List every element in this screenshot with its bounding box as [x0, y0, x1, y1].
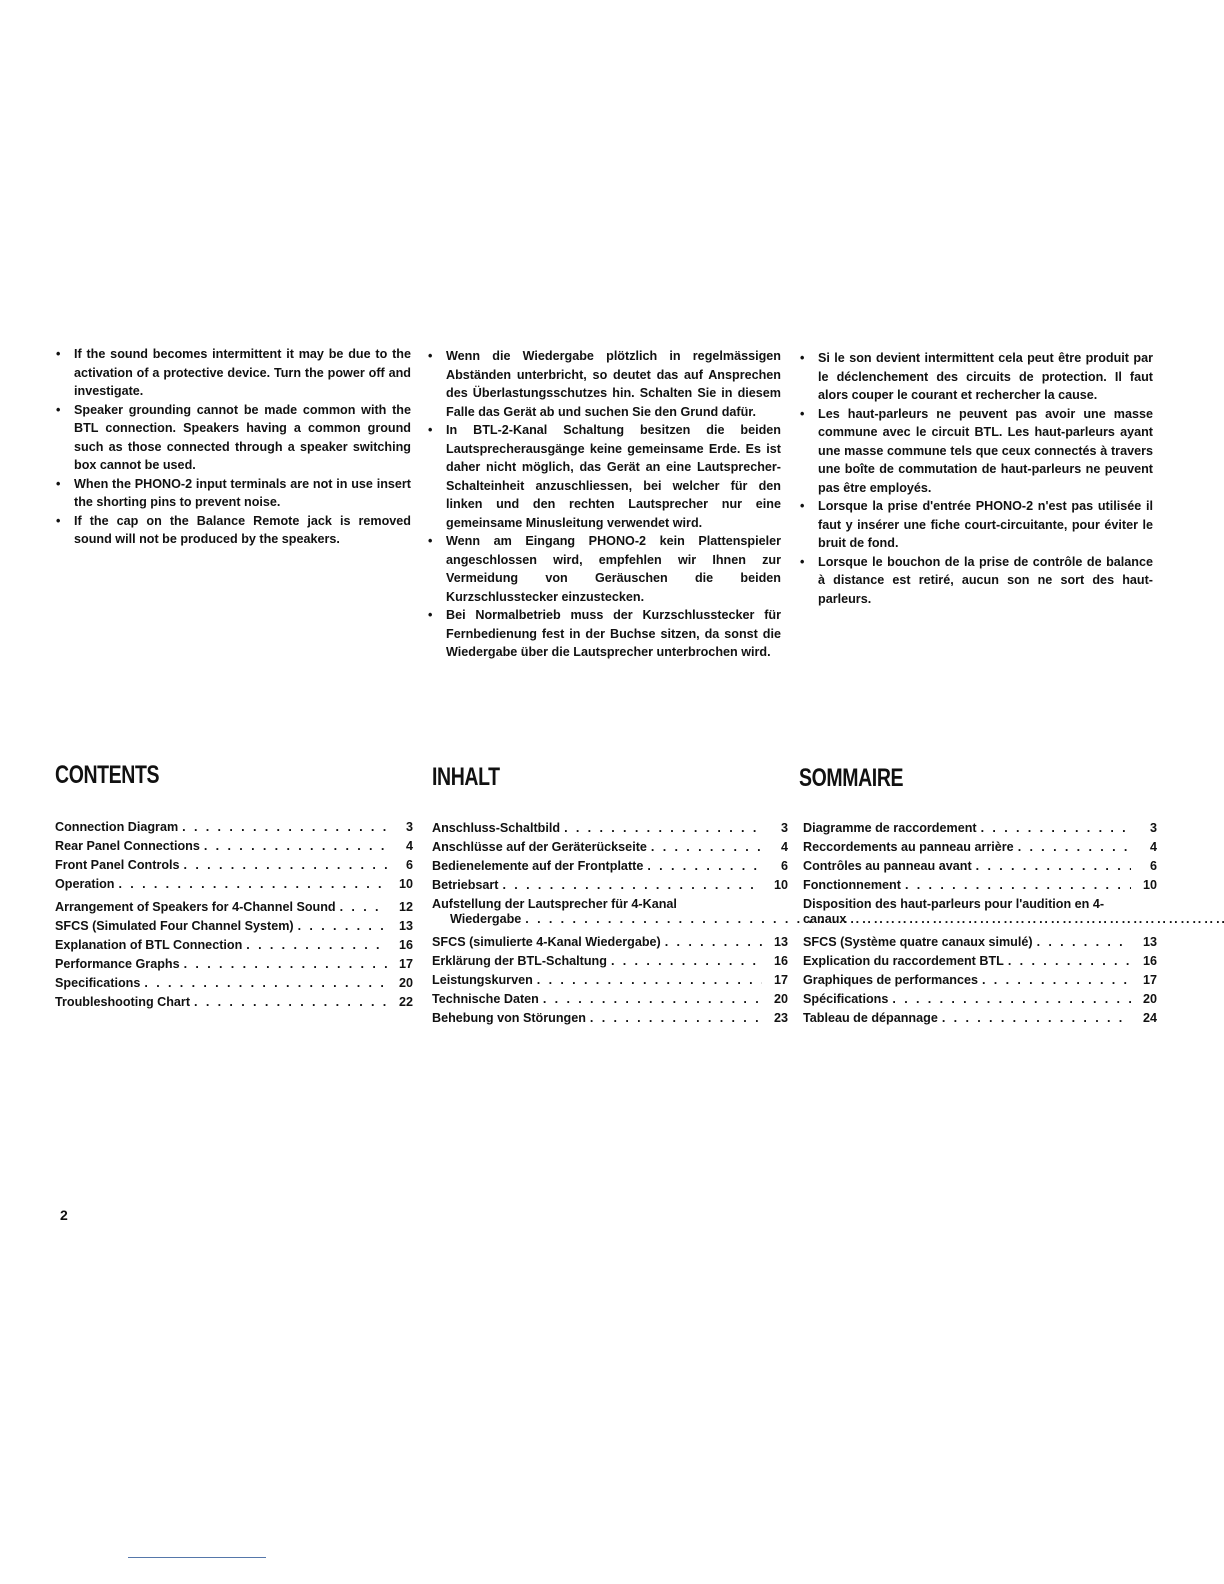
toc-entry-page: 17 — [1142, 973, 1157, 987]
toc-entry-page: 3 — [780, 821, 788, 835]
toc-entry-title: Betriebsart — [432, 878, 499, 892]
toc-entry — [55, 820, 413, 839]
leader-dots — [184, 858, 387, 872]
note-item: • When the PHONO-2 input terminals are not in use insert the shorting pins to prevent noise. — [56, 475, 411, 512]
toc-entry-page: 17 — [398, 957, 413, 971]
toc-entry — [803, 935, 1157, 954]
note-item: • Lorsque le bouchon de la prise de contrôle de balance à distance est retiré, aucun son ne sort des haut-parleurs. — [800, 553, 1153, 609]
toc-entry-title: Diagramme de raccordement — [803, 821, 977, 835]
leader-dots — [905, 878, 1131, 892]
toc-entry — [803, 840, 1157, 859]
leader-dots — [976, 859, 1131, 873]
leader-dots — [204, 839, 387, 853]
toc-entry — [55, 919, 413, 938]
toc-entry-page: 20 — [398, 976, 413, 990]
leader-dots — [182, 820, 387, 834]
toc-entry — [432, 840, 788, 859]
toc-english — [55, 820, 413, 1014]
notes-french — [800, 349, 1153, 608]
note-item: • If the sound becomes intermittent it may be due to the activation of a protective device. Turn the power off and investigate. — [56, 345, 411, 401]
note-item: • Wenn am Eingang PHONO-2 kein Plattenspieler angeschlossen wird, empfehlen wir Ihnen zur Vermeidung von Geräuschen die beiden Kurzschlusstecker einzustecken. — [428, 532, 781, 606]
toc-entry — [432, 1011, 788, 1030]
toc-entry — [55, 957, 413, 976]
toc-entry-page: 4 — [1149, 840, 1157, 854]
leader-dots — [981, 821, 1131, 835]
toc-entry — [432, 992, 788, 1011]
toc-entry-title: Reccordements au panneau arrière — [803, 840, 1014, 854]
toc-entry-title: Operation — [55, 877, 115, 891]
toc-entry-title-continued: canaux — [803, 912, 847, 926]
leader-dots — [1008, 954, 1131, 968]
toc-entry — [803, 992, 1157, 1011]
toc-entry-title: Arrangement of Speakers for 4-Channel Sound — [55, 900, 336, 914]
toc-entry — [803, 878, 1157, 897]
toc-entry-page: 10 — [773, 878, 788, 892]
leader-dots — [611, 954, 762, 968]
toc-entry — [432, 821, 788, 840]
toc-entry-title: Technische Daten — [432, 992, 539, 1006]
toc-entry-page: 3 — [1149, 821, 1157, 835]
leader-dots — [118, 877, 387, 891]
toc-entry-title: Rear Panel Connections — [55, 839, 200, 853]
toc-entry-title: Explication du raccordement BTL — [803, 954, 1004, 968]
toc-entry-page: 24 — [1142, 1011, 1157, 1025]
toc-entry-title: Anschluss-Schaltbild — [432, 821, 561, 835]
toc-entry — [803, 973, 1157, 992]
toc-entry — [432, 935, 788, 954]
page-number: 2 — [60, 1207, 68, 1223]
note-item: • Speaker grounding cannot be made common with the BTL connection. Speakers having a common ground such as those connected through a speaker switching box cannot be used. — [56, 401, 411, 475]
leader-dots — [850, 912, 1224, 926]
toc-entry-page: 13 — [398, 919, 413, 933]
toc-entry — [803, 859, 1157, 878]
note-item: • In BTL-2-Kanal Schaltung besitzen die beiden Lautsprecherausgänge keine gemeinsame Erde. Es ist daher nicht möglich, das Gerät an eine Lautsprecher-Schalteinheit anzuschliessen, bei welcher für den linken und den rechten Lautsprecher nur eine gemeinsame Minusleitung verwendet wird. — [428, 421, 781, 532]
toc-entry-title: Specifications — [55, 976, 141, 990]
toc-entry-title: Tableau de dépannage — [803, 1011, 938, 1025]
toc-entry-page: 4 — [780, 840, 788, 854]
toc-entry-page: 16 — [773, 954, 788, 968]
toc-entry — [803, 1011, 1157, 1030]
toc-german — [432, 821, 788, 1030]
toc-entry-page: 13 — [1142, 935, 1157, 949]
toc-entry-page: 16 — [398, 938, 413, 952]
toc-entry-title: Graphiques de performances — [803, 973, 978, 987]
toc-entry — [55, 995, 413, 1014]
note-item: • Wenn die Wiedergabe plötzlich in regelmässigen Abständen unterbricht, so deutet das auf Ansprechen des Überlastungsschutzes hin. Schalten Sie in diesem Falle das Gerät ab und suchen Sie den Grund dafür. — [428, 347, 781, 421]
toc-entry — [55, 839, 413, 858]
leader-dots — [651, 840, 762, 854]
toc-entry — [432, 859, 788, 878]
leader-dots — [503, 878, 763, 892]
leader-dots — [246, 938, 387, 952]
toc-french — [803, 821, 1157, 1030]
toc-entry-page: 4 — [405, 839, 413, 853]
contents-heading-french: SOMMAIRE — [799, 764, 904, 792]
contents-heading-german: INHALT — [432, 763, 500, 791]
toc-entry-title: Connection Diagram — [55, 820, 179, 834]
toc-entry-page: 13 — [773, 935, 788, 949]
toc-entry-page: 20 — [773, 992, 788, 1006]
toc-entry-title: Contrôles au panneau avant — [803, 859, 972, 873]
toc-entry-title: Disposition des haut-parleurs pour l'audition en 4- — [803, 897, 1105, 911]
contents-heading-english: CONTENTS — [55, 761, 160, 789]
toc-entry — [55, 858, 413, 877]
note-item: • Bei Normalbetrieb muss der Kurzschlusstecker für Fernbedienung fest in der Buchse sitzen, da sonst die Wiedergabe über die Lautsprecher unterbrochen wird. — [428, 606, 781, 662]
toc-entry-page: 22 — [398, 995, 413, 1009]
toc-entry — [55, 900, 413, 919]
toc-entry-page: 20 — [1142, 992, 1157, 1006]
leader-dots — [184, 957, 387, 971]
leader-dots — [340, 900, 387, 914]
toc-entry-title: Explanation of BTL Connection — [55, 938, 243, 952]
leader-dots — [982, 973, 1131, 987]
footer-rule — [128, 1557, 266, 1558]
leader-dots — [590, 1011, 762, 1025]
note-item: • Si le son devient intermittent cela peut être produit par le déclenchement des circuits de protection. Il faut alors couper le courant et rechercher la cause. — [800, 349, 1153, 405]
toc-entry — [803, 821, 1157, 840]
toc-entry-title: Erklärung der BTL-Schaltung — [432, 954, 607, 968]
toc-entry-page: 10 — [398, 877, 413, 891]
toc-entry-title: Aufstellung der Lautsprecher für 4-Kanal — [432, 897, 677, 911]
leader-dots — [144, 976, 387, 990]
toc-entry-title: Fonctionnement — [803, 878, 901, 892]
toc-entry-page: 6 — [1149, 859, 1157, 873]
leader-dots — [564, 821, 762, 835]
toc-entry-page: 17 — [773, 973, 788, 987]
leader-dots — [537, 973, 762, 987]
toc-entry-title: SFCS (Système quatre canaux simulé) — [803, 935, 1033, 949]
notes-english — [56, 345, 411, 549]
leader-dots — [647, 859, 762, 873]
leader-dots — [298, 919, 387, 933]
leader-dots — [1018, 840, 1131, 854]
toc-entry-page: 3 — [405, 820, 413, 834]
toc-entry-page: 16 — [1142, 954, 1157, 968]
note-item: • Les haut-parleurs ne peuvent pas avoir une masse commune avec le circuit BTL. Les haut-parleurs ayant une masse commune tels que ceux connectés à travers une boîte de commutation de haut-parleurs ne peuvent pas être employés. — [800, 405, 1153, 498]
toc-entry-title: Bedienelemente auf der Frontplatte — [432, 859, 644, 873]
toc-entry-page: 6 — [405, 858, 413, 872]
notes-german — [428, 347, 781, 662]
leader-dots — [1037, 935, 1131, 949]
toc-entry-title: Front Panel Controls — [55, 858, 180, 872]
toc-entry — [55, 877, 413, 896]
toc-entry-title: Behebung von Störungen — [432, 1011, 586, 1025]
leader-dots — [942, 1011, 1131, 1025]
toc-entry-title: SFCS (Simulated Four Channel System) — [55, 919, 294, 933]
toc-entry — [55, 938, 413, 957]
leader-dots — [543, 992, 762, 1006]
toc-entry-title: Performance Graphs — [55, 957, 180, 971]
toc-entry — [55, 976, 413, 995]
toc-entry-title: SFCS (simulierte 4-Kanal Wiedergabe) — [432, 935, 661, 949]
leader-dots — [665, 935, 762, 949]
leader-dots — [892, 992, 1131, 1006]
toc-entry-title: Leistungskurven — [432, 973, 533, 987]
note-item: • Lorsque la prise d'entrée PHONO-2 n'est pas utilisée il faut y insérer une fiche court-circuitante, pour éviter le bruit de fond. — [800, 497, 1153, 553]
toc-entry — [803, 954, 1157, 973]
toc-entry-title: Anschlüsse auf der Geräterückseite — [432, 840, 647, 854]
toc-entry-page: 23 — [773, 1011, 788, 1025]
toc-entry — [432, 878, 788, 897]
toc-entry-title-continued: Wiedergabe — [450, 912, 522, 926]
toc-entry-page: 12 — [398, 900, 413, 914]
toc-entry — [432, 973, 788, 992]
toc-entry-title: Spécifications — [803, 992, 889, 1006]
toc-entry — [432, 897, 788, 935]
toc-entry — [432, 954, 788, 973]
note-item: • If the cap on the Balance Remote jack is removed sound will not be produced by the speakers. — [56, 512, 411, 549]
toc-entry-page: 6 — [780, 859, 788, 873]
toc-entry-title: Troubleshooting Chart — [55, 995, 191, 1009]
toc-entry-page: 10 — [1142, 878, 1157, 892]
toc-entry — [803, 897, 1157, 935]
leader-dots — [194, 995, 387, 1009]
